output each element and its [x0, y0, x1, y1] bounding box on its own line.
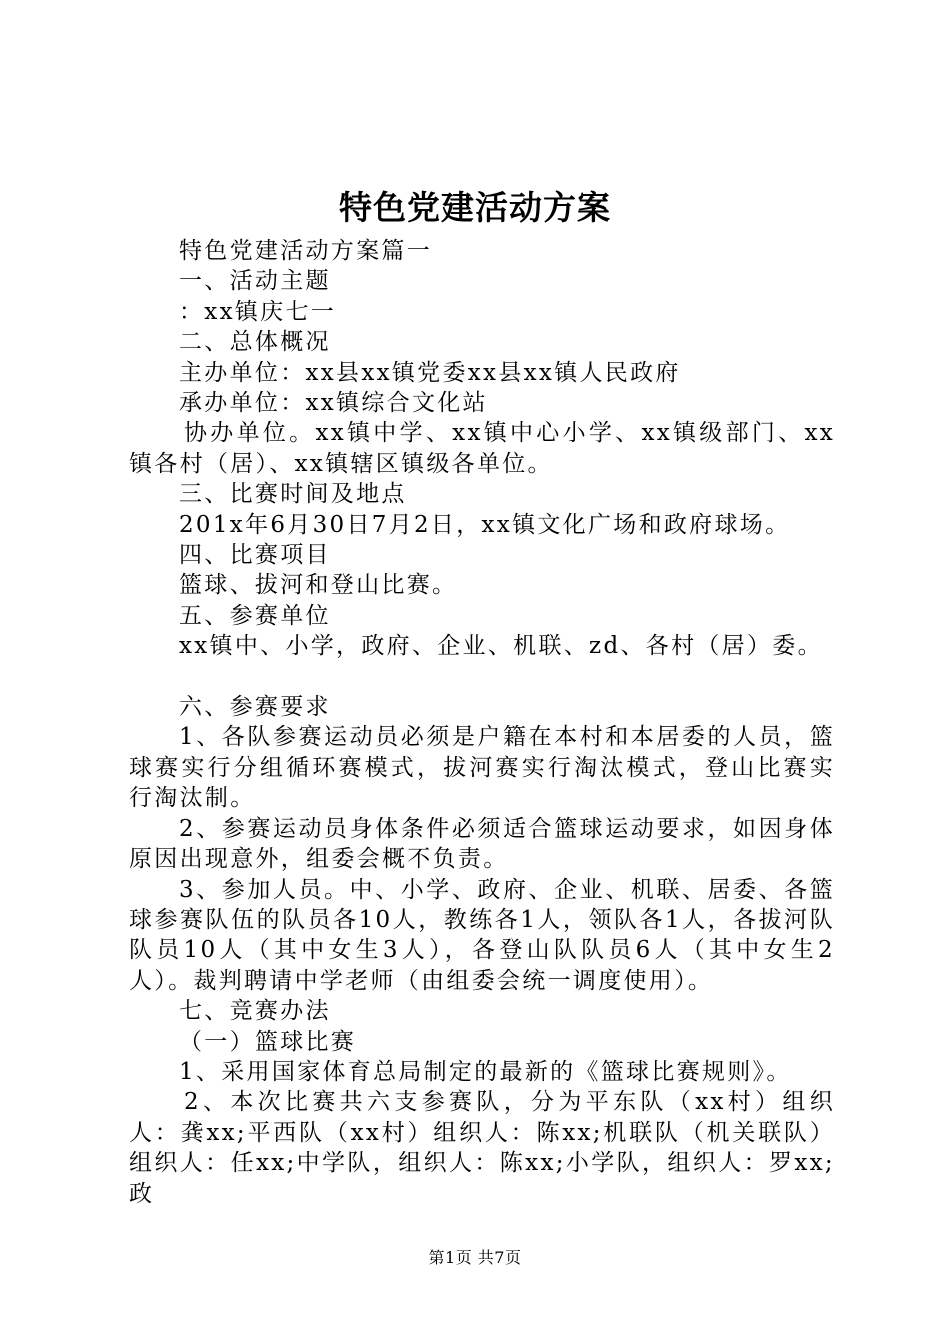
paragraph: 1、各队参赛运动员必须是户籍在本村和本居委的人员，篮球赛实行分组循环赛模式，拔河赛实行淘汰模式，登山比赛实行淘汰制。: [129, 724, 835, 812]
section-heading: 四、比赛项目: [179, 542, 331, 569]
section-heading: 五、参赛单位: [179, 602, 331, 629]
paragraph: ：xx镇庆七一: [179, 298, 337, 325]
section-heading: 七、竞赛办法: [179, 998, 331, 1025]
document-body: [129, 236, 835, 1209]
paragraph: 主办单位：xx县xx镇党委xx县xx镇人民政府: [179, 359, 681, 386]
paragraph: 2、本次比赛共六支参赛队，分为平东队（xx村）组织人：龚xx;平西队（xx村）组织人：陈xx;机联队（机关联队）组织人：任xx;中学队，组织人：陈xx;小学队，组织人：罗xx;政: [129, 1089, 835, 1207]
section-heading: 六、参赛要求: [179, 694, 331, 721]
paragraph: 1、采用国家体育总局制定的最新的《篮球比赛规则》。: [179, 1058, 792, 1085]
section-heading: 二、总体概况: [179, 329, 331, 356]
sub-heading: （一）篮球比赛: [179, 1028, 357, 1055]
paragraph: 承办单位：xx镇综合文化站: [179, 390, 488, 417]
paragraph: xx镇中、小学，政府、企业、机联、zd、各村（居）委。: [179, 633, 823, 660]
paragraph: 协办单位。xx镇中学、xx镇中心小学、xx镇级部门、xx镇各村（居）、xx镇辖区镇级各单位。: [129, 420, 835, 477]
section-heading: 一、活动主题: [179, 268, 331, 295]
page-number-footer: 第1页 共7页: [428, 1248, 522, 1267]
document-title: 特色党建活动方案: [339, 188, 611, 227]
blank-line: [129, 662, 835, 692]
paragraph: 2、参赛运动员身体条件必须适合篮球运动要求，如因身体原因出现意外，组委会概不负责。: [129, 815, 835, 873]
paragraph: 篮球、拔河和登山比赛。: [179, 572, 458, 599]
section-heading: 特色党建活动方案篇一: [179, 238, 432, 264]
section-heading: 三、比赛时间及地点: [179, 481, 407, 508]
paragraph: 3、参加人员。中、小学、政府、企业、机联、居委、各篮球参赛队伍的队员各10人，教练各1人，领队各1人，各拔河队队员10人（其中女生3人），各登山队队员6人（其中女生2人）。裁判聘请中学老师（由组委会统一调度使用）。: [129, 876, 835, 994]
paragraph: 201x年6月30日7月2日，xx镇文化广场和政府球场。: [179, 511, 791, 538]
